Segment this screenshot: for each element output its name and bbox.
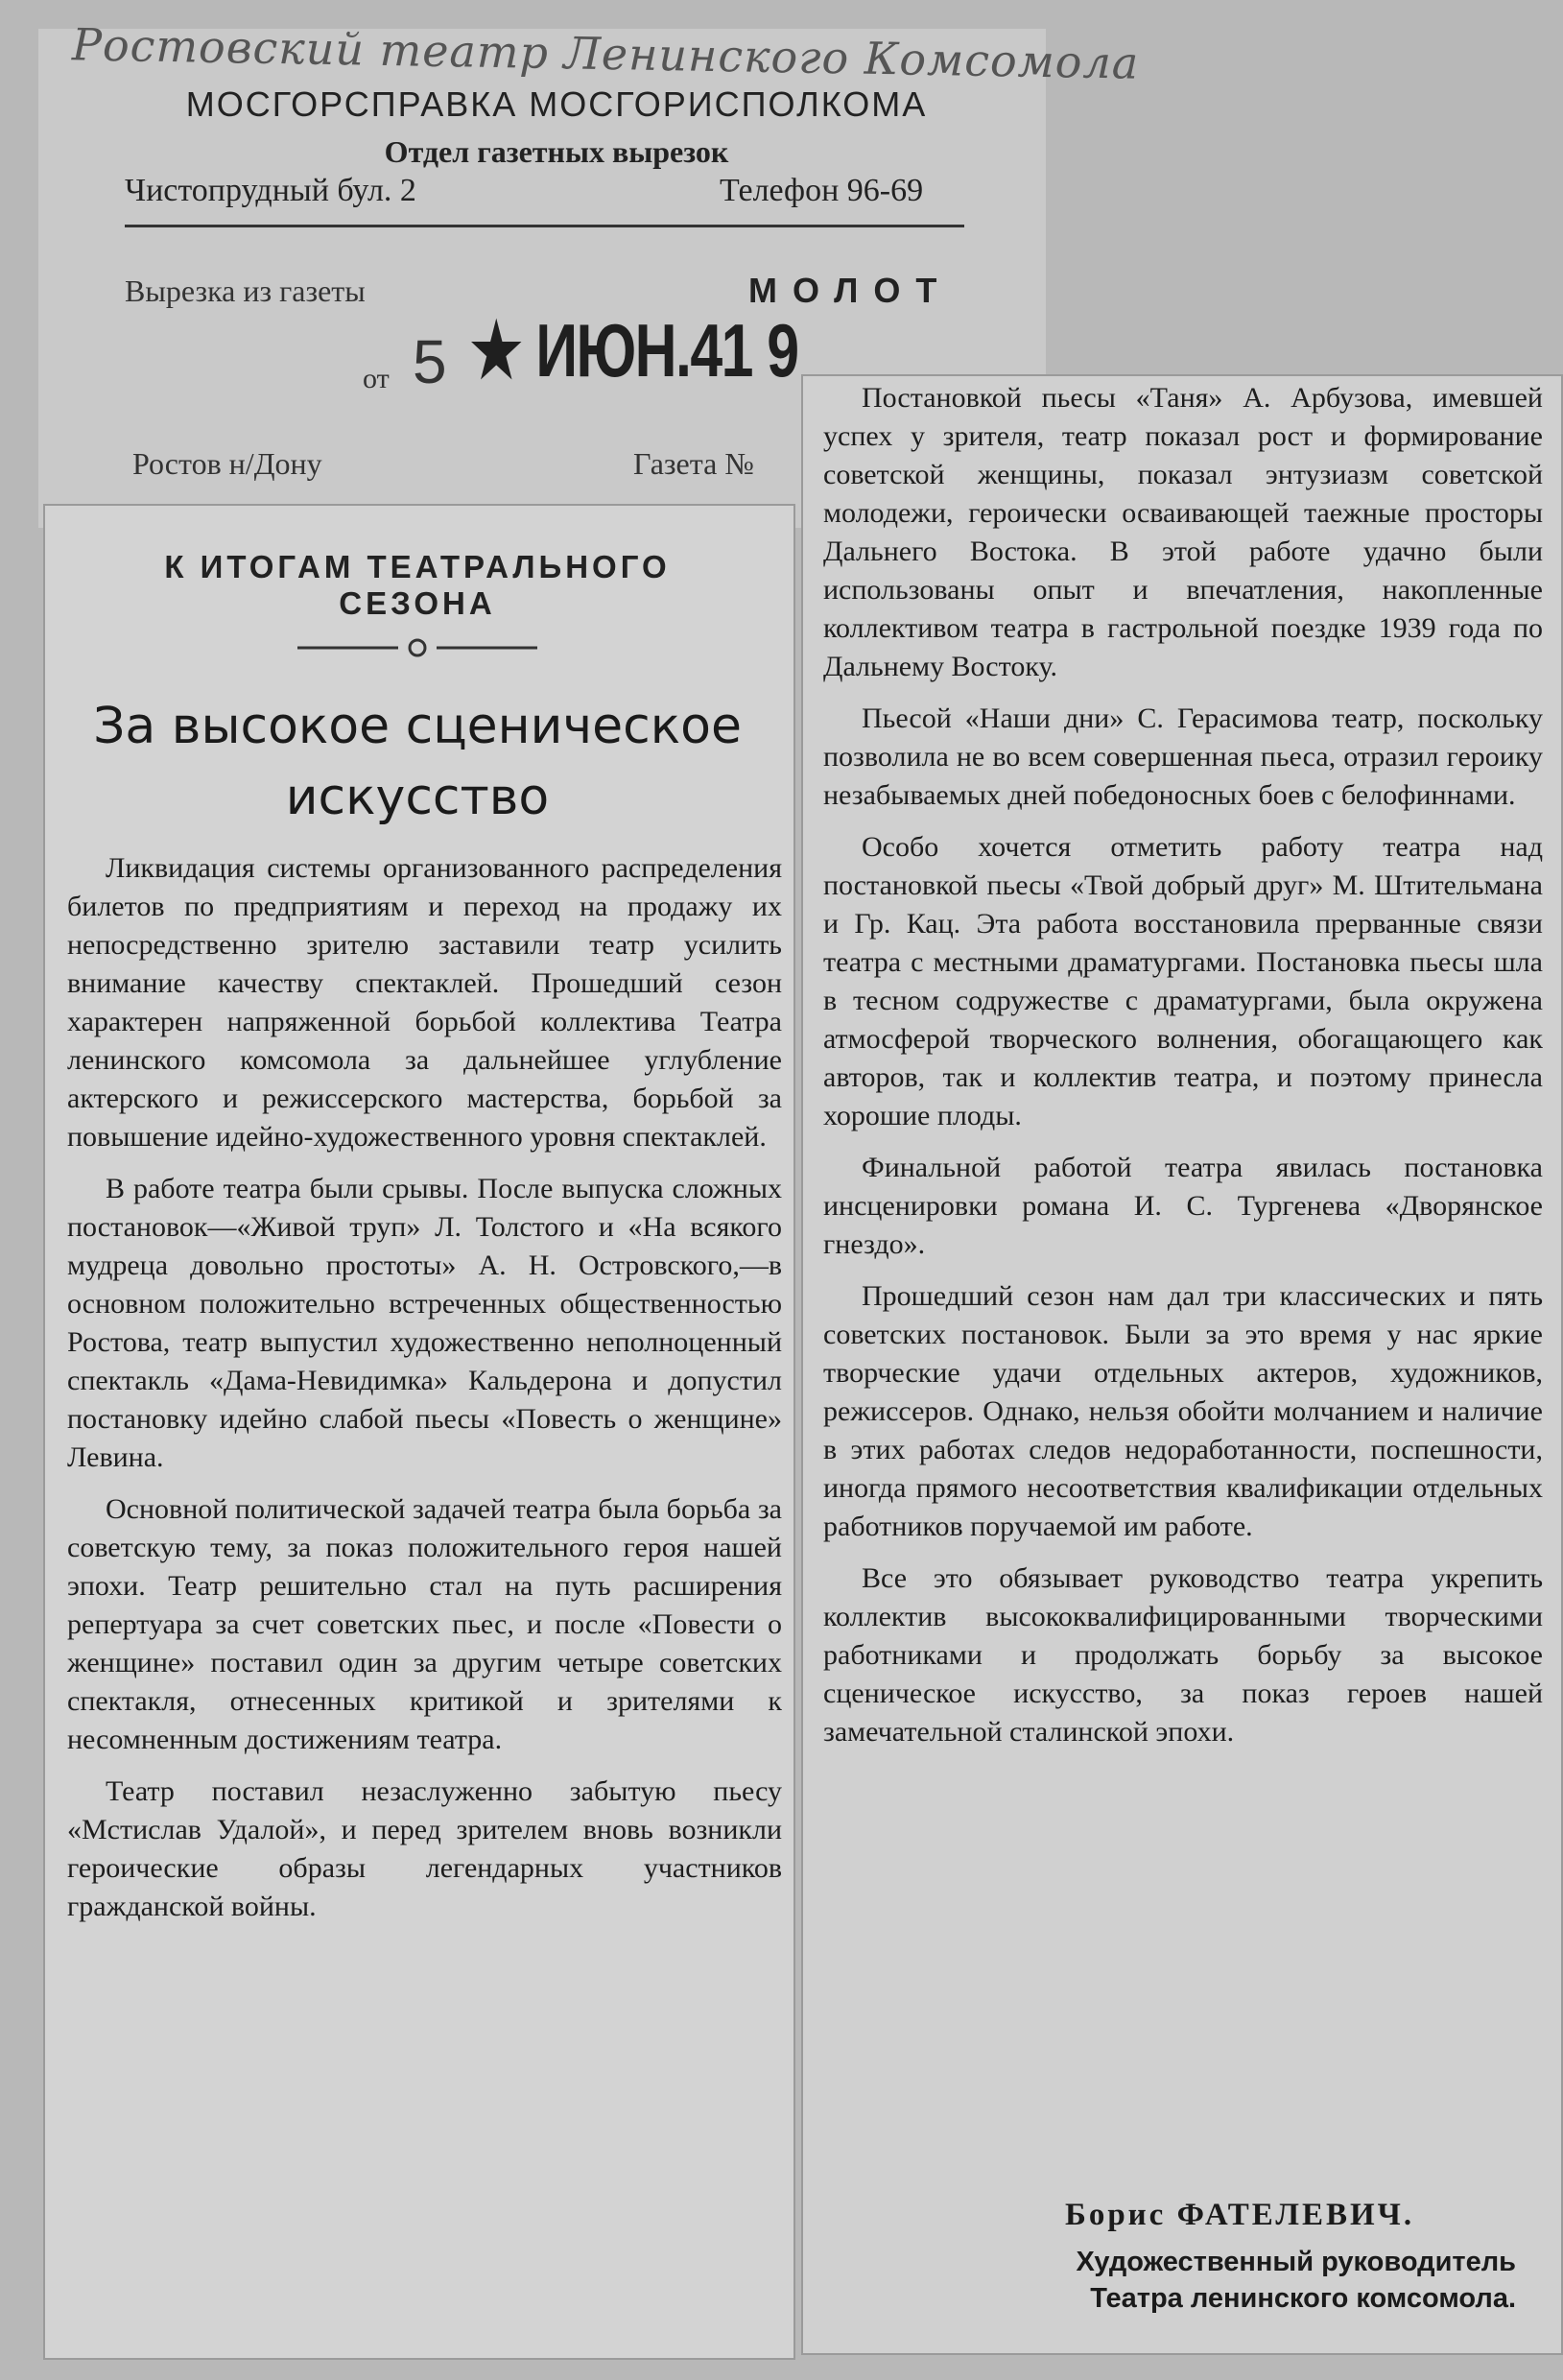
author-name: Борис ФАТЕЛЕВИЧ. [1065,2198,1415,2232]
date-prefix: от [363,363,390,394]
organization-name: МОСГОРСПРАВКА МОСГОРИСПОЛКОМА [185,84,928,124]
paragraph: Основной политической задачей театра была борьба за советскую тему, за показ положительного героя нашей эпохи. Театр решительно стал на путь расширения репертуара за счет советских пьес, и после «Повести о женщине» поставил один за другим четыре советских спектакля, отнесенных критикой и зрителями к несомненным достижениям театра. [67,1493,782,1755]
paragraph: В работе театра были срывы. После выпуска сложных постановок—«Живой труп» Л. Толстого и «На всякого мудреца довольно простоты» А. Н. Островского,—в основном положительно встреченных общественностью Ростова, театр выпустил художественно неполноценный спектакль «Дама-Невидимка» Кальдерона и допустил постановку идейно слабой пьесы «Повесть о женщине» Левина. [67,1173,782,1473]
author-role-line: Театра ленинского комсомола. [1090,2283,1516,2314]
article-rubric: К ИТОГАМ ТЕАТРАЛЬНОГО СЕЗОНА [164,549,671,621]
paragraph: Театр поставил незаслуженно забытую пьесу «Мстислав Удалой», и перед зрителем вновь возникли героические образы легендарных участников гражданской войны. [67,1775,782,1922]
header-divider [125,225,964,227]
phone: Телефон 96-69 [720,173,924,208]
department-name: Отдел газетных вырезок [384,134,729,169]
paragraph: Пьесой «Наши дни» С. Герасимова театр, поскольку позволила не во всем совершенная пьеса, отразил героику незабываемых дней победоносных боев с белофиннами. [823,702,1543,811]
address: Чистопрудный бул. 2 [125,173,416,208]
ornament-divider [297,633,537,662]
paragraph: Постановкой пьесы «Таня» А. Арбузова, имевшей успех у зрителя, театр показал рост и формирование советской женщины, показал энтузиазм советской молодежи, героически осваивающей таежные просторы Дальнего Востока. В этой работе удачно были использованы опыт и впечатления, накопленные коллективом театра в гастрольной поездке 1939 года по Дальнему Востоку. [823,382,1543,682]
handwritten-note: Ростовский театр Ленинского Комсомола [71,18,1140,89]
author-role [940,2244,1516,2317]
cutting-label: Вырезка из газеты [125,274,366,308]
date-day: 5 [413,327,447,396]
paragraph: Особо хочется отметить работу театра над постановкой пьесы «Твой добрый друг» М. Штительмана и Гр. Кац. Эта работа восстановила прерванные связи театра с местными драматургами. Постановка пьесы шла в тесном содружестве с драматургами, была окружена атмосферой творческого волнения, обогащающего как авторов, так и коллектив театра, и поэтому принесла хорошие плоды. [823,831,1543,1131]
article-right-text [823,379,1543,1765]
paragraph: Ликвидация системы организованного распределения билетов по предприятиям и переход на продажу их непосредственно зрителю заставили театр усилить внимание качеству спектаклей. Прошедший сезон характерен напряженной борьбой коллектива Театра ленинского комсомола за дальнейшее углубление актерского и режиссерского мастерства, борьбой за повышение идейно-художественного уровня спектаклей. [67,852,782,1153]
date-stamp: ★ ИЮН.41 9 [470,308,798,393]
paragraph: Прошедший сезон нам дал три классических и пять советских постановок. Были за это время у нас яркие творческие удачи отдельных актеров, художников, режиссеров. Однако, нельзя обойти молчанием и наличие в этих работах следов недоработанности, поспешности, иногда прямого несоответствия квалификации отдельных работников поручаемой им работе. [823,1280,1543,1542]
newspaper-name: МОЛОТ [748,271,953,310]
city: Ростов н/Дону [132,446,322,481]
paragraph: Все это обязывает руководство театра укрепить коллектив высококвалифицированными творческими работниками и продолжать борьбу за высокое сценическое искусство, за показ героев нашей замечательной сталинской эпохи. [823,1562,1543,1748]
paragraph: Финальной работой театра явилась постановка инсценировки романа И. С. Тургенева «Дворянское гнездо». [823,1152,1543,1260]
article-headline: За высокое сценическое искусство [93,698,742,826]
author-role-line: Художественный руководитель [1076,2247,1516,2277]
gazeta-number-label: Газета № [633,446,754,481]
article-left-text [67,849,782,1940]
